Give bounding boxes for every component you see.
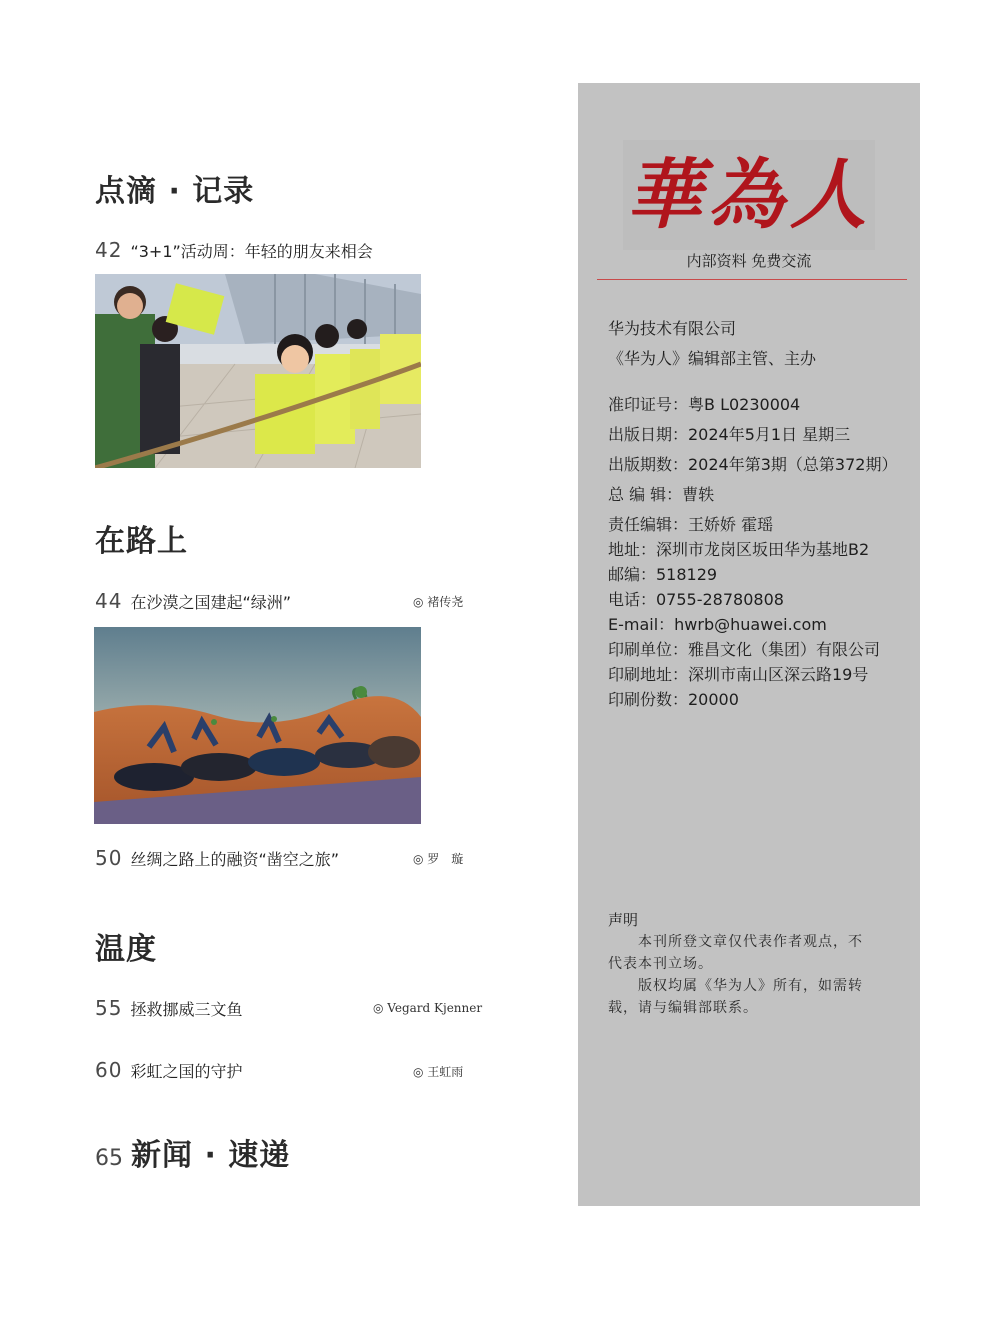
declaration-body xyxy=(608,931,898,1019)
toc-entry-title: “3+1”活动周：年轻的朋友来相会 xyxy=(130,242,373,261)
declaration-line: 代表本刊立场。 xyxy=(608,956,713,972)
info-publish-date: 出版日期：2024年5月1日 星期三 xyxy=(608,425,851,444)
info-email: E-mail：hwrb@huawei.com xyxy=(608,615,827,634)
masthead-divider xyxy=(597,279,907,280)
info-phone: 电话：0755-28780808 xyxy=(608,590,784,609)
toc-entry-55[interactable] xyxy=(95,993,242,1023)
author-credit: ◎ 罗 璇 xyxy=(413,852,464,866)
info-address: 地址：深圳市龙岗区坂田华为基地B2 xyxy=(608,540,870,559)
desert-photo xyxy=(94,627,421,824)
masthead-subtitle: 内部资料 免费交流 xyxy=(686,252,812,270)
info-chief-editor: 总 编 辑：曹轶 xyxy=(608,485,715,504)
declaration-line: 载，请与编辑部联系。 xyxy=(608,1000,758,1016)
masthead-panel xyxy=(578,83,920,1206)
info-printer-address: 印刷地址：深圳市南山区深云路19号 xyxy=(608,665,869,684)
toc-entry-number: 42 xyxy=(95,238,123,262)
toc-entry-number: 55 xyxy=(95,996,123,1020)
publisher-editor-line: 《华为人》编辑部主管、主办 xyxy=(608,349,817,368)
toc-entry-44[interactable] xyxy=(95,586,291,616)
tug-of-war-photo xyxy=(95,274,421,468)
toc-entry-title: 彩虹之国的守护 xyxy=(130,1062,243,1081)
toc-entry-60[interactable] xyxy=(95,1055,242,1085)
section-title-warmth: 温度 xyxy=(95,932,157,967)
info-issue-number: 出版期数：2024年第3期（总第372期） xyxy=(608,455,898,474)
toc-entry-title: 拯救挪威三文鱼 xyxy=(130,1000,243,1019)
toc-entry-title: 丝绸之路上的融资“凿空之旅” xyxy=(130,850,340,869)
section-title-on-the-road: 在路上 xyxy=(95,524,188,559)
toc-entry-65[interactable] xyxy=(95,1136,290,1176)
toc-entry-42[interactable] xyxy=(95,235,373,265)
author-credit: ◎ 王虹雨 xyxy=(413,1065,464,1079)
toc-entry-number: 44 xyxy=(95,589,123,613)
declaration-line: 本刊所登文章仅代表作者观点，不 xyxy=(608,934,863,950)
author-credit: ◎ Vegard Kjenner xyxy=(373,1001,483,1015)
section-title-records: 点滴 · 记录 xyxy=(95,174,255,209)
info-postcode: 邮编：518129 xyxy=(608,565,718,584)
author-credit: ◎ 褚传尧 xyxy=(413,595,464,609)
toc-entry-number: 65 xyxy=(95,1146,123,1171)
info-editors: 责任编辑：王娇娇 霍瑶 xyxy=(608,515,774,534)
huawei-people-logo xyxy=(623,140,875,250)
section-title-news: 新闻 · 速递 xyxy=(131,1138,291,1173)
toc-entry-title: 在沙漠之国建起“绿洲” xyxy=(130,593,292,612)
info-printer: 印刷单位：雅昌文化（集团）有限公司 xyxy=(608,640,881,659)
info-print-run: 印刷份数：20000 xyxy=(608,690,739,709)
declaration-line: 版权均属《华为人》所有，如需转 xyxy=(608,978,863,994)
declaration-title: 声明 xyxy=(608,911,639,929)
toc-entry-50[interactable] xyxy=(95,843,339,873)
toc-entry-number: 50 xyxy=(95,846,123,870)
logo-text: 華為人 xyxy=(626,150,872,239)
toc-entry-number: 60 xyxy=(95,1058,123,1082)
info-permit-number: 准印证号：粤B L0230004 xyxy=(608,395,801,414)
publisher-company: 华为技术有限公司 xyxy=(608,319,737,338)
